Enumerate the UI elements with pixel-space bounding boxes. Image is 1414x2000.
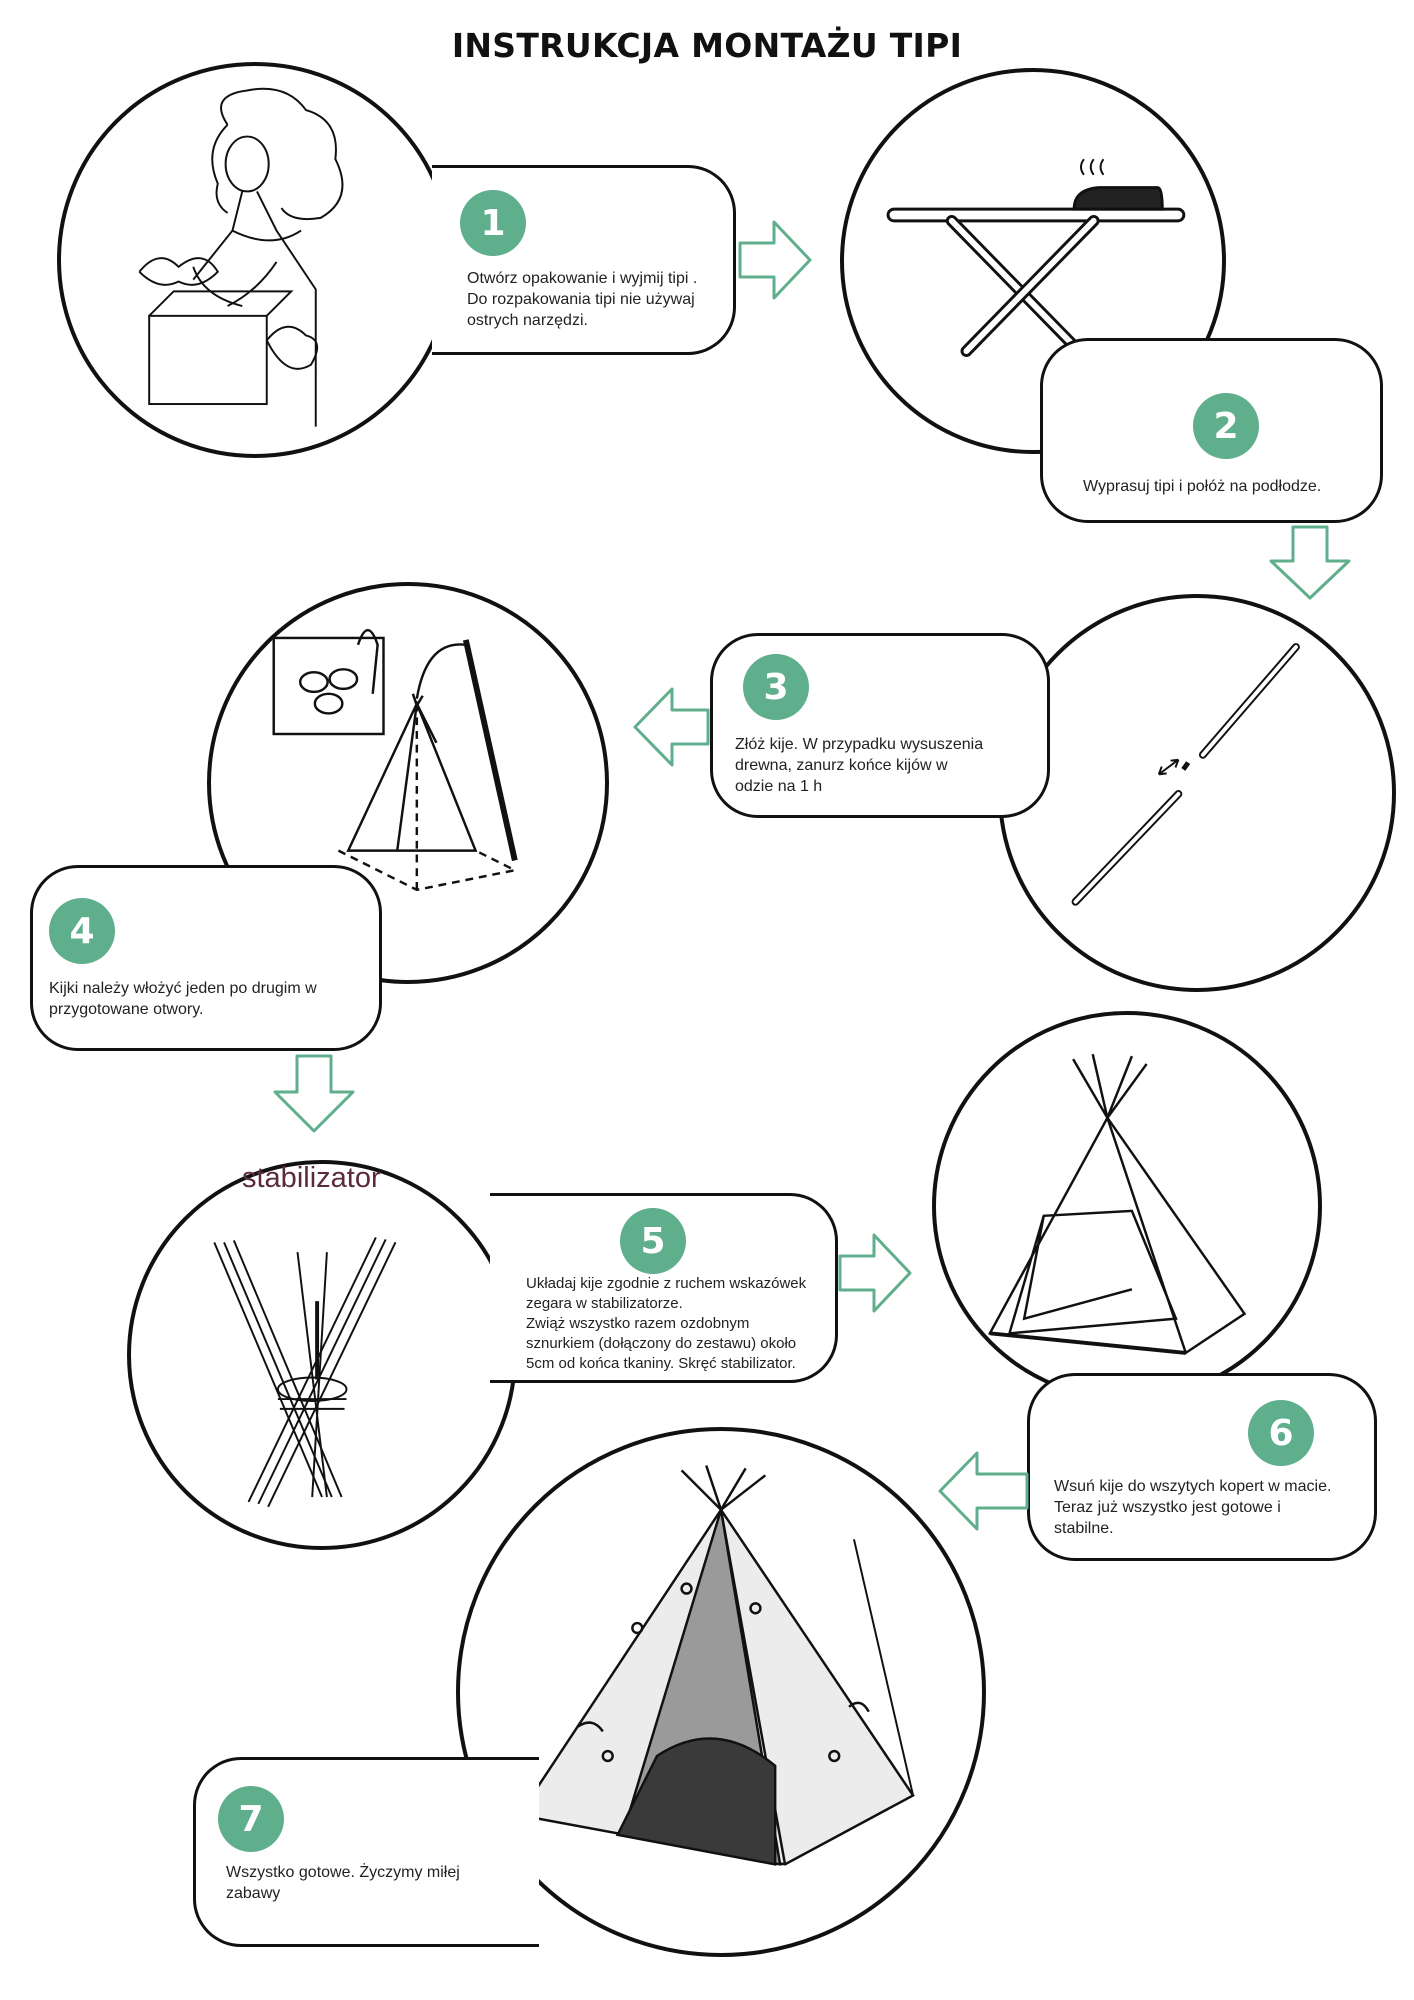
step-6-card (1027, 1373, 1377, 1561)
arrow-left-3-to-4 (632, 686, 710, 768)
step-5-card (490, 1193, 838, 1383)
step-6-badge: 6 (1248, 1400, 1314, 1466)
step-2-badge: 2 (1193, 393, 1259, 459)
step-7-card (193, 1757, 539, 1947)
step-6-text: Wsuń kije do wszytych kopert w macie. Teraz już wszystko jest gotowe i stabilne. (1054, 1478, 1332, 1537)
page-title: INSTRUKCJA MONTAŻU TIPI (451, 26, 963, 65)
step-4-badge: 4 (49, 898, 115, 964)
step-7-badge: 7 (218, 1786, 284, 1852)
step-3-text: Złóż kije. W przypadku wysuszenia drewna, zanurz końce kijów w odzie na 1 h (735, 736, 984, 795)
step-3-card (710, 633, 1050, 818)
step-1-card (432, 165, 736, 355)
step-5-badge: 5 (620, 1208, 686, 1274)
step-2-text: Wyprasuj tipi i połóż na podłodze. (1083, 478, 1322, 495)
stabilizer-label: stabilizator (242, 1162, 381, 1194)
step-1-badge: 1 (460, 190, 526, 256)
step-2-card (1040, 338, 1383, 523)
arrow-down-4-to-5 (272, 1054, 356, 1134)
illustration-tent-frame (932, 1011, 1322, 1401)
step-4-text: Kijki należy włożyć jeden po drugim w przygotowane otwory. (49, 980, 317, 1018)
step-5-text: Układaj kije zgodnie z ruchem wskazówek zegara w stabilizatorze. Zwiąż wszystko razem ozdobnym sznurkiem (dołączony do zestawu) około 5cm od końca tkaniny. Skręć stabilizator. (526, 1275, 807, 1372)
step-1-text: Otwórz opakowanie i wyjmij tipi . Do rozpakowania tipi nie używaj ostrych narzędzi. (467, 270, 698, 329)
arrow-left-6-to-7 (937, 1450, 1029, 1532)
illustration-unpacking (57, 62, 453, 458)
step-3-badge: 3 (743, 654, 809, 720)
illustration-joining-poles (998, 594, 1396, 992)
arrow-right-1-to-2 (738, 219, 814, 301)
arrow-down-2-to-3 (1268, 525, 1352, 601)
arrow-right-5-to-6 (838, 1232, 914, 1314)
step-4-card (30, 865, 382, 1051)
illustration-stabilizer (127, 1160, 517, 1550)
step-7-text: Wszystko gotowe. Życzymy miłej zabawy (226, 1864, 460, 1902)
